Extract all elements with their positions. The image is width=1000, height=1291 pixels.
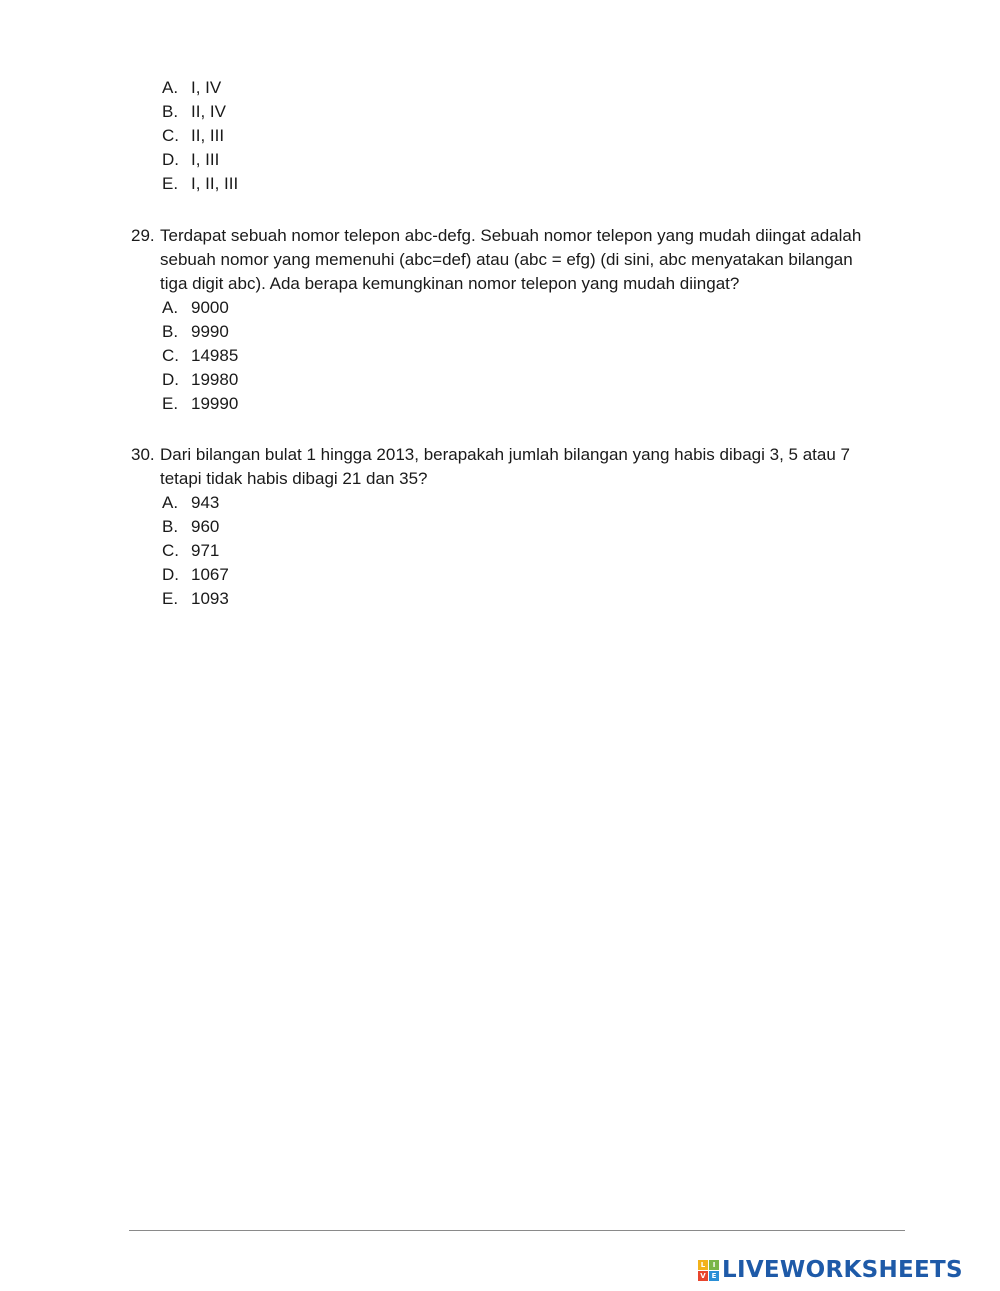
question-29 <box>131 224 921 296</box>
option-text: 960 <box>191 517 220 536</box>
question-30-line-1 <box>131 443 921 467</box>
option-e[interactable] <box>162 587 229 611</box>
option-d[interactable] <box>162 368 238 392</box>
option-text: II, IV <box>191 102 226 121</box>
option-text: I, IV <box>191 78 222 97</box>
option-text: 9000 <box>191 298 229 317</box>
option-b[interactable] <box>162 515 229 539</box>
logo-text: LIVEWORKSHEETS <box>722 1257 963 1283</box>
option-letter: C. <box>162 346 179 365</box>
option-text: 1067 <box>191 565 229 584</box>
option-e[interactable] <box>162 392 238 416</box>
option-text: 943 <box>191 493 220 512</box>
logo-mark-icon <box>698 1260 719 1281</box>
question-29-line-2: sebuah nomor yang memenuhi (abc=def) atau (abc = efg) (di sini, abc menyatakan bilangan <box>160 250 853 269</box>
logo-tile: V <box>698 1271 708 1281</box>
question-29-line-3: tiga digit abc). Ada berapa kemungkinan nomor telepon yang mudah diingat? <box>160 274 740 293</box>
option-letter: D. <box>162 565 179 584</box>
option-letter: C. <box>162 126 179 145</box>
option-letter: E. <box>162 394 179 413</box>
option-d[interactable] <box>162 148 238 172</box>
question-30 <box>131 443 921 491</box>
option-letter: A. <box>162 493 179 512</box>
option-d[interactable] <box>162 563 229 587</box>
option-c[interactable] <box>162 124 238 148</box>
option-letter: B. <box>162 517 179 536</box>
liveworksheets-logo[interactable] <box>698 1254 963 1286</box>
option-letter: A. <box>162 298 179 317</box>
option-c[interactable] <box>162 344 238 368</box>
logo-tile: I <box>709 1260 719 1270</box>
option-text: 9990 <box>191 322 229 341</box>
option-text: 19990 <box>191 394 239 413</box>
option-text: I, II, III <box>191 174 239 193</box>
option-text: II, III <box>191 126 225 145</box>
option-a[interactable] <box>162 296 238 320</box>
option-letter: D. <box>162 370 179 389</box>
option-a[interactable] <box>162 491 229 515</box>
option-letter: B. <box>162 102 179 121</box>
question-number: 29. <box>131 226 155 245</box>
question-29-options <box>162 296 238 416</box>
option-letter: C. <box>162 541 179 560</box>
option-letter: E. <box>162 174 179 193</box>
logo-tile: L <box>698 1260 708 1270</box>
logo-tile: E <box>709 1271 719 1281</box>
question-30-line-2: tetapi tidak habis dibagi 21 dan 35? <box>160 469 428 488</box>
option-text: 971 <box>191 541 220 560</box>
option-text: I, III <box>191 150 220 169</box>
question-30-options <box>162 491 229 611</box>
option-text: 1093 <box>191 589 229 608</box>
option-text: 14985 <box>191 346 239 365</box>
option-letter: E. <box>162 589 179 608</box>
option-b[interactable] <box>162 320 238 344</box>
question-text: Terdapat sebuah nomor telepon abc-defg. Sebuah nomor telepon yang mudah diingat adalah <box>160 226 862 245</box>
option-letter: D. <box>162 150 179 169</box>
option-letter: A. <box>162 78 179 97</box>
option-a[interactable] <box>162 76 238 100</box>
option-c[interactable] <box>162 539 229 563</box>
option-b[interactable] <box>162 100 238 124</box>
option-text: 19980 <box>191 370 239 389</box>
question-number: 30. <box>131 445 155 464</box>
question-28-options <box>162 76 238 196</box>
question-29-line-1 <box>131 224 921 248</box>
footer-divider <box>129 1230 905 1231</box>
question-text: Dari bilangan bulat 1 hingga 2013, berapakah jumlah bilangan yang habis dibagi 3, 5 atau 7 <box>160 445 850 464</box>
option-letter: B. <box>162 322 179 341</box>
option-e[interactable] <box>162 172 238 196</box>
